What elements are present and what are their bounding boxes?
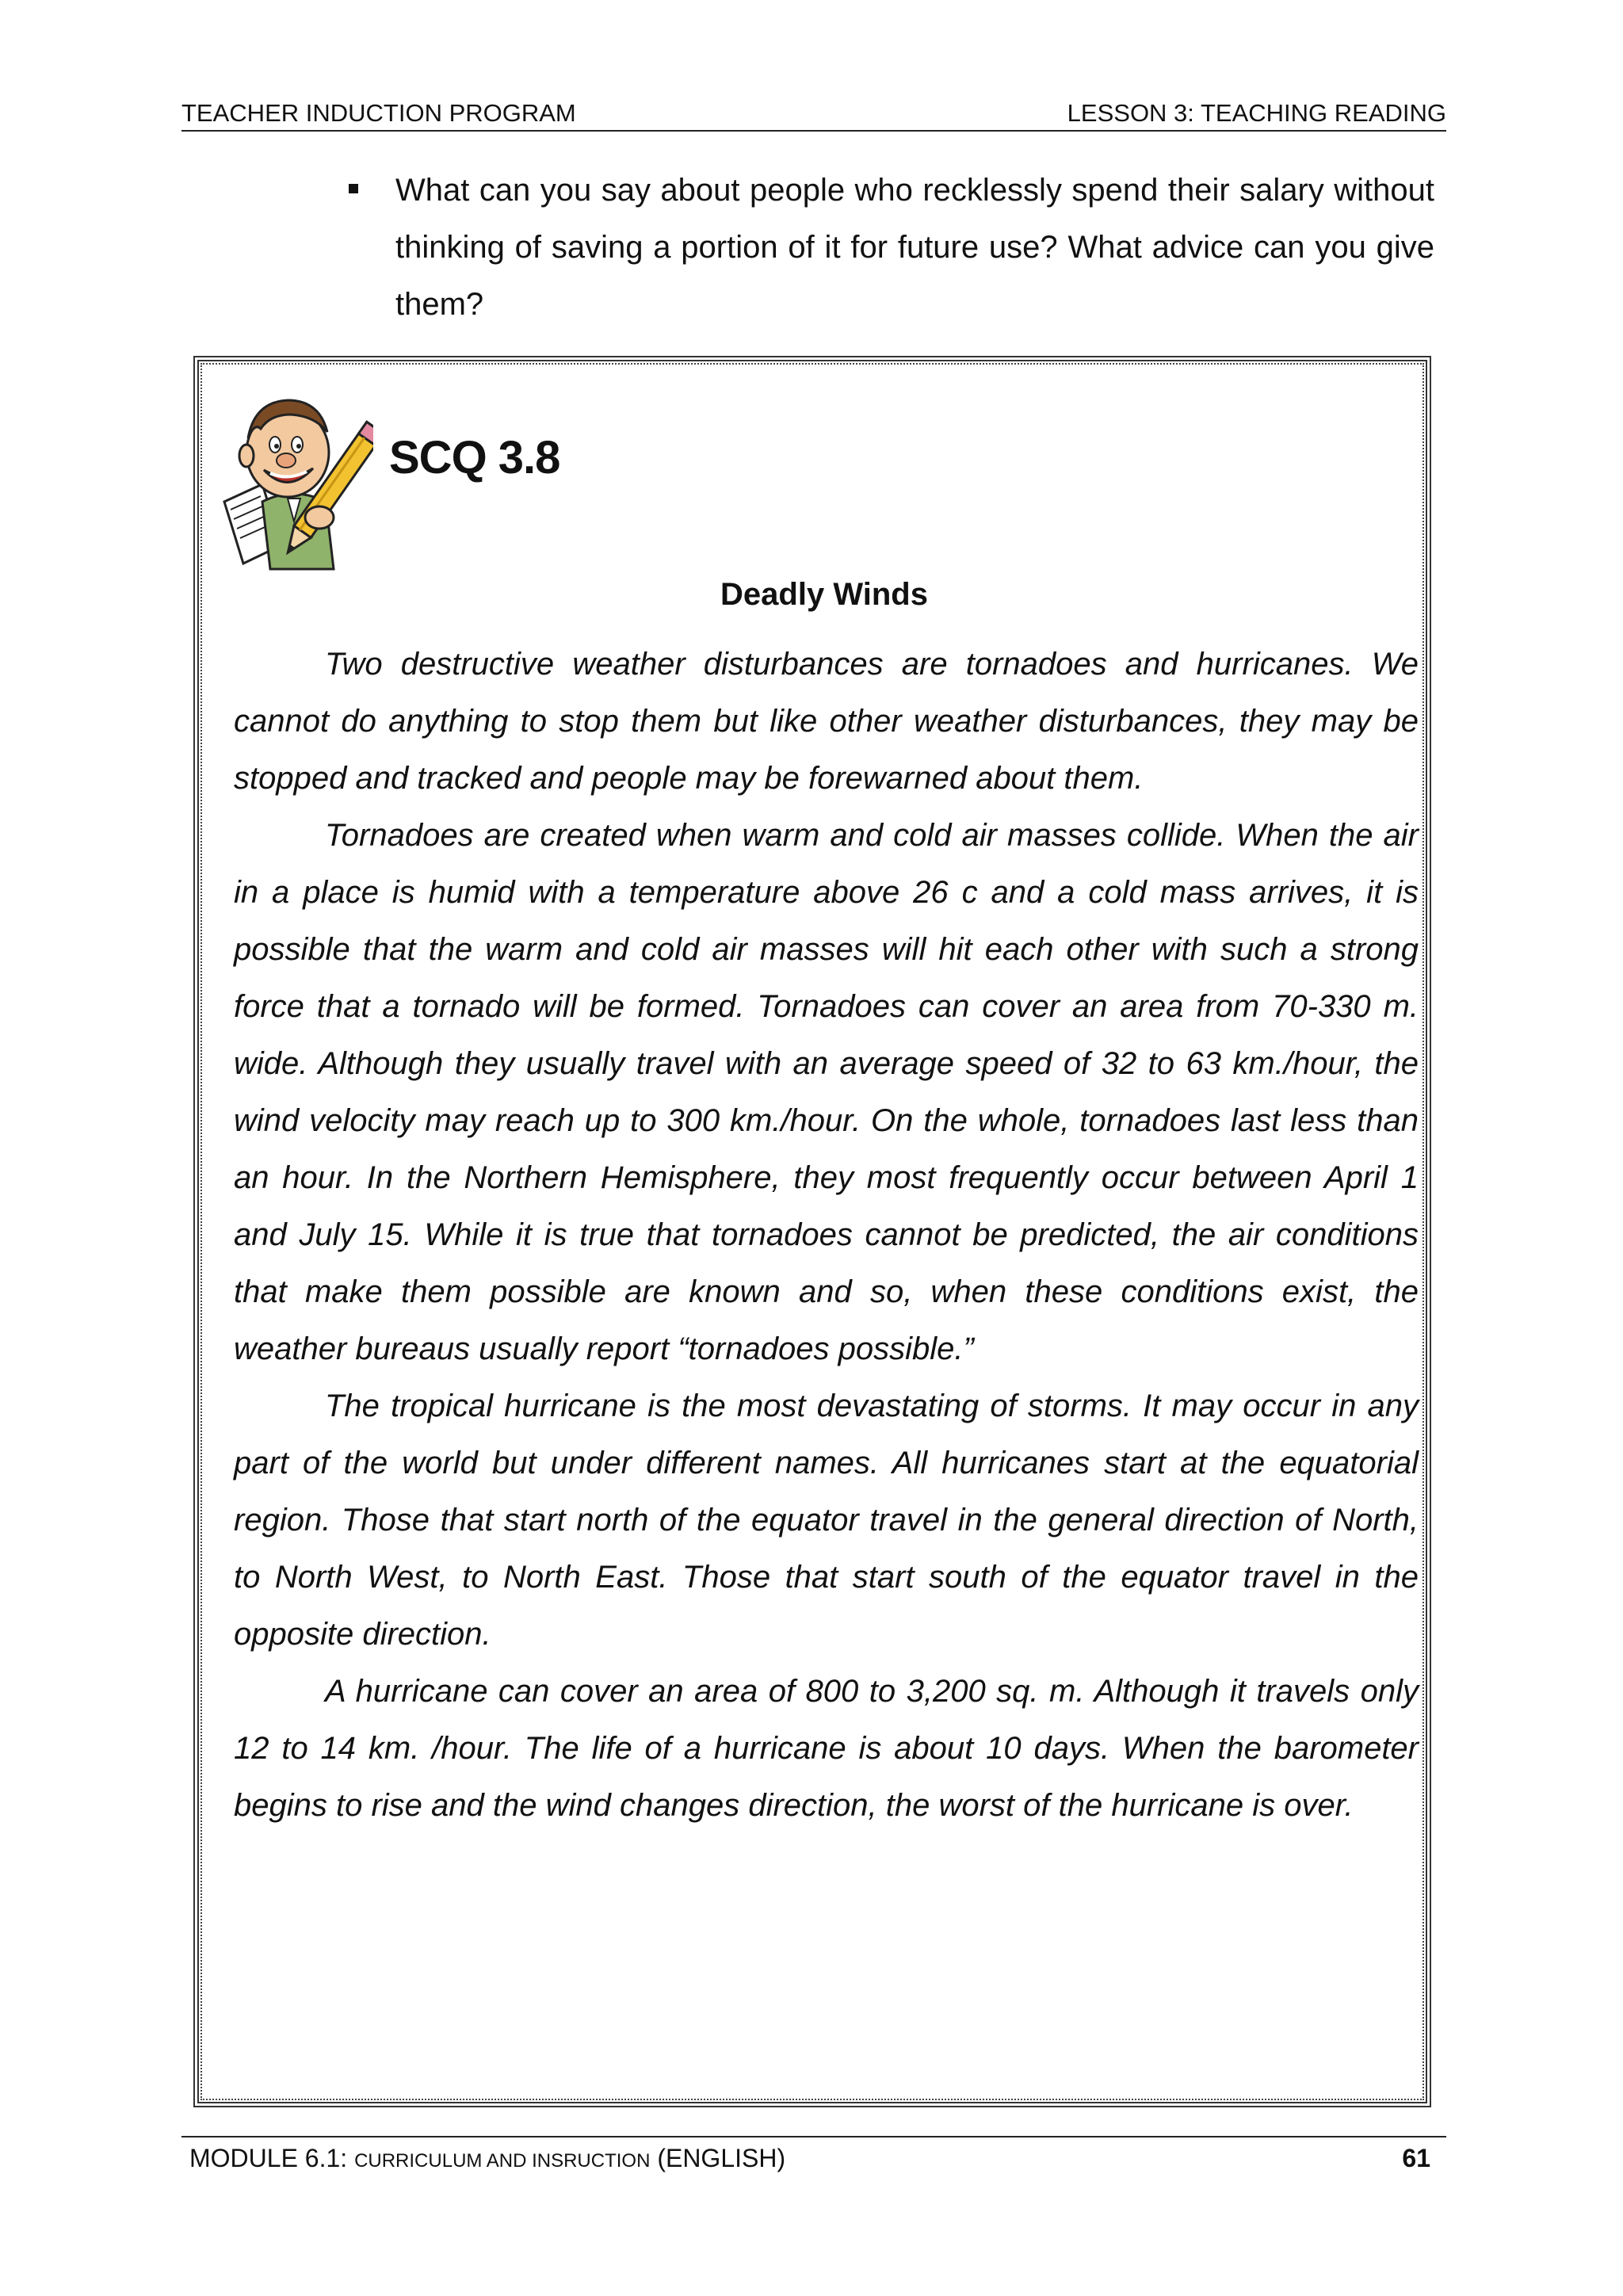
bullet-question [349, 162, 1434, 333]
footer-module-subject: CURRICULUM AND INSRUCTION [354, 2150, 651, 2172]
header-lesson-title: LESSON 3: TEACHING READING [1067, 99, 1446, 127]
passage-title: Deadly Winds [720, 577, 928, 612]
bullet-question-text: What can you say about people who recklessly spend their salary without thinking of saving a portion of it for future use? What advice can you give them? [395, 173, 1434, 322]
footer-module-title [189, 2139, 785, 2180]
passage-paragraph: A hurricane can cover an area of 800 to 3,200 sq. m. Although it travels only 12 to 14 km. /hour. The life of a hurricane is about 10 days. When the barometer begins to rise and the wind changes direction, the worst of the hurricane is over. [234, 1674, 1419, 1823]
passage-body [234, 636, 1419, 1834]
footer-module-prefix: MODULE 6.1: [189, 2144, 355, 2172]
page-header [181, 97, 1446, 132]
passage-paragraph: Tornadoes are created when warm and cold air masses collide. When the air in a place is humid with a temperature above 26 c and a cold mass arrives, it is possible that the warm and cold air masses will hit each other with such a strong force that a tornado will be formed. Tornadoes can cover an area from 70-330 m. wide. Although they usually travel with an average speed of 32 to 63 km./hour, the wind velocity may reach up to 300 km./hour. On the whole, tornadoes last less than an hour. In the Northern Hemisphere, they most frequently occur between April 1 and July 15. While it is true that tornadoes cannot be predicted, the air conditions that make them possible are known and so, when these conditions exist, the weather bureaus usually report “tornadoes possible.” [234, 818, 1419, 1366]
footer-module-suffix: (ENGLISH) [650, 2144, 786, 2172]
scq-title: SCQ 3.8 [389, 432, 560, 483]
page-number: 61 [1402, 2144, 1430, 2172]
passage-paragraph: Two destructive weather disturbances are tornadoes and hurricanes. We cannot do anything to stop them but like other weather disturbances, they may be stopped and tracked and people may be forewarned about them. [234, 647, 1419, 796]
scq-box [193, 356, 1431, 2107]
page-footer [181, 2136, 1446, 2176]
square-bullet-icon [349, 184, 358, 193]
passage-paragraph: The tropical hurricane is the most devastating of storms. It may occur in any part of the world but under different names. All hurricanes start at the equatorial region. Those that start north of the equator travel in the general direction of North, to North West, to North East. Those that start south of the equator travel in the opposite direction. [234, 1389, 1419, 1652]
cartoon-teacher-with-pencil-icon [215, 383, 373, 573]
header-program-title: TEACHER INDUCTION PROGRAM [181, 99, 576, 127]
